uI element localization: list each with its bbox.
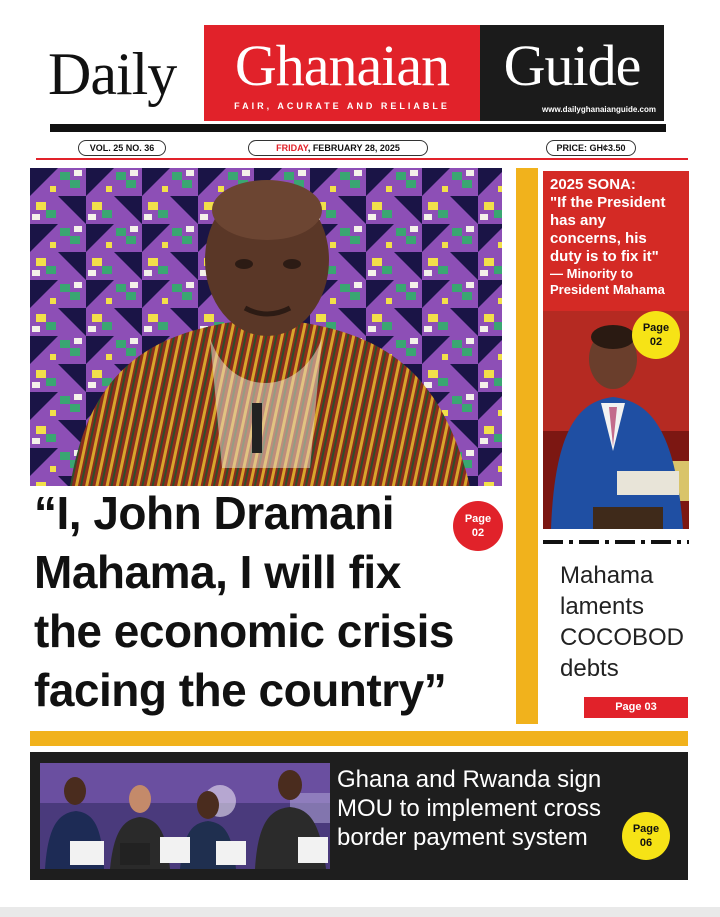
mou-page-badge[interactable] (622, 812, 670, 860)
price-pill (546, 140, 636, 156)
sona-quote-line: concerns, his (550, 230, 647, 247)
masthead-guide: Guide (503, 33, 641, 98)
volume-text: VOL. 25 NO. 36 (89, 143, 155, 153)
signing-ceremony-image (40, 763, 330, 869)
bottom-divider (30, 731, 688, 746)
page-badge-label: Page (642, 322, 670, 334)
sona-page-badge[interactable] (632, 311, 680, 359)
masthead-rule (50, 124, 666, 132)
lead-page-badge[interactable] (453, 501, 503, 551)
masthead-red-block (204, 25, 480, 121)
sona-story-card[interactable] (543, 171, 689, 529)
date-pill (248, 140, 428, 156)
mou-signing-photo[interactable] (40, 763, 330, 869)
info-rule (36, 158, 688, 160)
kente-portrait-image (30, 168, 502, 486)
headline-line: “I, John Dramani (34, 487, 395, 539)
masthead-website[interactable]: www.dailyghanaianguide.com (542, 105, 656, 114)
cocobod-line: debts (560, 655, 619, 682)
page-badge-number: 02 (471, 527, 485, 539)
page-badge-label: Page (632, 823, 660, 835)
cocobod-headline[interactable] (560, 560, 690, 684)
mou-line: border payment system (337, 824, 588, 851)
cocobod-page-link[interactable]: Page 03 (584, 697, 688, 718)
cocobod-line: Mahama (560, 562, 654, 589)
mou-line: MOU to implement cross (337, 795, 602, 822)
headline-line: the economic crisis (34, 605, 454, 657)
sona-quote-line: duty is to fix it" (550, 248, 659, 265)
sona-quote-line: has any (550, 212, 606, 229)
sona-attribution-line: — Minority to (550, 266, 634, 281)
masthead-daily: Daily (48, 41, 177, 107)
page-badge-label: Page (464, 513, 492, 525)
page-badge-number: 02 (649, 336, 663, 348)
date-text: , FEBRUARY 28, 2025 (307, 143, 400, 153)
page-badge-number: 06 (639, 837, 653, 849)
sona-story-text (550, 176, 686, 298)
sona-attribution-line: President Mahama (550, 282, 665, 297)
mou-line: Ghana and Rwanda sign (337, 766, 602, 793)
date-day: FRIDAY (276, 143, 308, 153)
masthead-slogan: FAIR, ACURATE AND RELIABLE (234, 101, 450, 111)
masthead-black-block (480, 25, 664, 121)
sona-kicker: 2025 SONA: (550, 176, 636, 193)
dashed-divider (543, 540, 689, 544)
headline-line: facing the country” (34, 664, 447, 716)
lead-story-photo[interactable] (30, 168, 502, 486)
mou-headline[interactable] (337, 765, 637, 852)
volume-pill (78, 140, 166, 156)
footer-band (0, 907, 720, 917)
lead-headline[interactable] (34, 484, 514, 720)
cocobod-line: laments (560, 593, 645, 620)
masthead-ghanaian: Ghanaian (234, 33, 450, 98)
headline-line: Mahama, I will fix (34, 546, 401, 598)
right-column-divider (516, 168, 538, 724)
sona-quote-line: "If the President (550, 194, 666, 211)
price-text: PRICE: GH¢3.50 (556, 143, 626, 153)
cocobod-line: COCOBOD (560, 624, 685, 651)
